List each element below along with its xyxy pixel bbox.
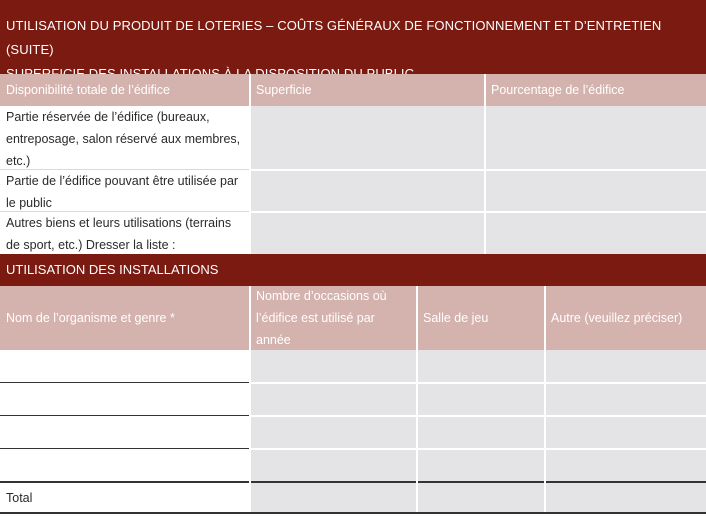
row-label-partie-reservee: Partie réservée de l’édifice (bureaux, entreposage, salon réservé aux membres, etc.) — [0, 106, 250, 170]
row-divider — [250, 448, 706, 450]
salle-field[interactable] — [417, 449, 545, 482]
superficie-field-autres[interactable] — [250, 212, 485, 254]
col-header-autre: Autre (veuillez préciser) — [545, 286, 706, 350]
row-divider — [0, 169, 250, 170]
salle-field[interactable] — [417, 350, 545, 383]
row-divider — [250, 169, 706, 171]
pourcentage-field-autres[interactable] — [485, 212, 706, 254]
nombre-field[interactable] — [250, 383, 417, 416]
row-divider — [0, 382, 250, 383]
col-header-nombre-occasions: Nombre d’occasions où l’édifice est utilisé par année — [250, 286, 417, 350]
col-header-disponibilite: Disponibilité totale de l’édifice — [0, 74, 250, 106]
section-title-utilisation: UTILISATION DES INSTALLATIONS — [0, 254, 706, 286]
autre-field[interactable] — [545, 350, 706, 383]
nombre-field[interactable] — [250, 416, 417, 449]
nom-field[interactable] — [0, 416, 250, 449]
nom-field[interactable] — [0, 350, 250, 383]
superficie-field-reservee[interactable] — [250, 106, 485, 170]
total-salle-field[interactable] — [417, 483, 545, 513]
superficie-field-publique[interactable] — [250, 170, 485, 212]
col-divider — [416, 286, 418, 512]
autre-field[interactable] — [545, 416, 706, 449]
nom-field[interactable] — [0, 449, 250, 482]
row-divider — [250, 211, 706, 213]
col-divider — [249, 286, 251, 512]
total-nombre-field[interactable] — [250, 483, 417, 513]
row-divider — [250, 415, 706, 417]
col-divider — [544, 286, 546, 512]
col-divider — [249, 74, 251, 254]
autre-field[interactable] — [545, 449, 706, 482]
total-divider — [0, 481, 706, 483]
bottom-border — [0, 512, 706, 514]
col-header-superficie: Superficie — [250, 74, 485, 106]
row-label-partie-publique: Partie de l’édifice pouvant être utilisée par le public — [0, 170, 250, 212]
row-divider — [0, 448, 250, 449]
pourcentage-field-publique[interactable] — [485, 170, 706, 212]
row-divider — [0, 415, 250, 416]
autre-field[interactable] — [545, 383, 706, 416]
col-header-pourcentage: Pourcentage de l’édifice — [485, 74, 706, 106]
form-title-line1: UTILISATION DU PRODUIT DE LOTERIES – COÛTS GÉNÉRAUX DE FONCTIONNEMENT ET D’ENTRETIEN (SUITE) — [6, 18, 662, 57]
salle-field[interactable] — [417, 416, 545, 449]
nombre-field[interactable] — [250, 350, 417, 383]
pourcentage-field-reservee[interactable] — [485, 106, 706, 170]
nombre-field[interactable] — [250, 449, 417, 482]
nom-field[interactable] — [0, 383, 250, 416]
total-autre-field[interactable] — [545, 483, 706, 513]
total-label: Total — [0, 483, 250, 513]
col-header-salle-de-jeu: Salle de jeu — [417, 286, 545, 350]
salle-field[interactable] — [417, 383, 545, 416]
row-divider — [250, 382, 706, 384]
col-divider — [484, 74, 486, 254]
col-header-nom-organisme: Nom de l’organisme et genre * — [0, 286, 250, 350]
form-title — [0, 0, 706, 74]
row-label-autres-biens: Autres biens et leurs utilisations (terrains de sport, etc.) Dresser la liste : — [0, 212, 250, 254]
row-divider — [0, 211, 250, 212]
